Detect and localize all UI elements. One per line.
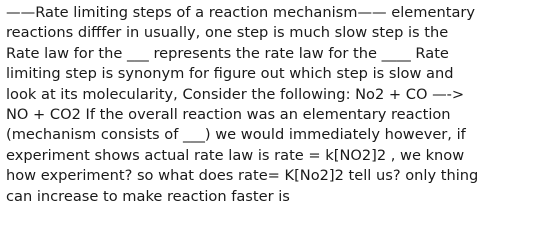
- text-line: look at its molecularity, Consider the following: No2 + CO —->: [6, 85, 465, 103]
- text-line: (mechanism consists of ___) we would immediately however, if: [6, 126, 466, 144]
- text-line: NO + CO2 If the overall reaction was an elementary reaction: [6, 105, 451, 123]
- text-line: Rate law for the ___ represents the rate law for the ____ Rate: [6, 44, 449, 62]
- text-line: reactions difffer in usually, one step is much slow step is the: [6, 24, 449, 42]
- text-line: experiment shows actual rate law is rate = k[NO2]2 , we know: [6, 146, 465, 164]
- document-body: [6, 3, 554, 207]
- text-line: can increase to make reaction faster is: [6, 187, 290, 205]
- text-line: limiting step is synonym for figure out which step is slow and: [6, 65, 454, 83]
- text-line: ——Rate limiting steps of a reaction mechanism—— elementary: [6, 4, 476, 21]
- text-line: how experiment? so what does rate= K[No2]2 tell us? only thing: [6, 167, 479, 185]
